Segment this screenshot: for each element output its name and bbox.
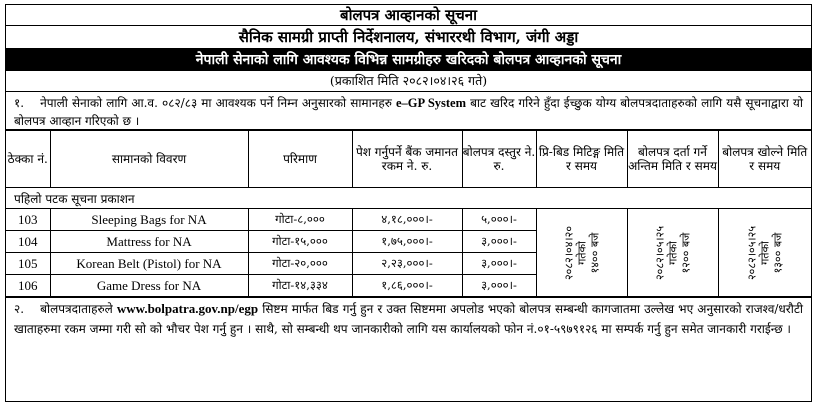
bid-fee: ३,०००।- — [462, 231, 536, 253]
header-submission-deadline: बोलपत्र दर्ता गर्ने अन्तिम मिति र समय — [627, 131, 718, 188]
notice-banner: नेपाली सेनाको लागि आवश्यक विभिन्न सामग्रीहरु खरिदको बोलपत्र आव्हानको सूचना — [6, 49, 811, 71]
bid-fee: ५,०००।- — [462, 209, 536, 231]
opening-time: १३०० बजे — [771, 232, 785, 273]
header-item-description: सामानको विवरण — [50, 131, 248, 188]
submission-date: २०८२।०५।२५ — [653, 225, 666, 280]
bank-guarantee: २,२३,०००।- — [352, 253, 462, 275]
header-prebid-meeting: प्रि-बिड मिटिङ्ग मिति र समय — [536, 131, 627, 188]
paragraph-2-text-before: बोलपत्रदाताहरुले — [40, 302, 113, 316]
prebid-date: २०८२।०४।२० — [562, 225, 575, 280]
item-description: Mattress for NA — [50, 231, 248, 253]
header-contract-no: ठेक्का नं. — [6, 131, 50, 188]
opening-date: २०८२।०५।२५ — [745, 225, 759, 280]
paragraph-1-text-after: बाट खरिद गरिने हुँदा ईच्छुक योग्य बोलपत्रदाताहरुको लागि यसै सूचनाद्वारा यो बोलपत्र आव्हान गरिएको छ । — [14, 96, 803, 128]
item-description: Game Dress for NA — [50, 275, 248, 297]
paragraph-1 — [6, 92, 811, 130]
quantity: गोटा-१४,३३४ — [248, 275, 352, 297]
contract-no: 103 — [6, 209, 50, 231]
submission-time: १२०० बजे — [679, 232, 692, 273]
contract-no: 106 — [6, 275, 50, 297]
quantity: गोटा-१५,००० — [248, 231, 352, 253]
bid-fee: ३,०००।- — [462, 275, 536, 297]
tender-table — [6, 130, 811, 297]
item-description: Korean Belt (Pistol) for NA — [50, 253, 248, 275]
submission-deadline-cell — [627, 209, 718, 297]
item-description: Sleeping Bags for NA — [50, 209, 248, 231]
submission-label: गतेको — [666, 240, 679, 265]
bank-guarantee: ४,१८,०००।- — [352, 209, 462, 231]
header-bank-guarantee: पेश गर्नुपर्ने बैंक जमानत रकम ने. रु. — [352, 131, 462, 188]
contract-no: 105 — [6, 253, 50, 275]
section-row — [6, 188, 811, 209]
notice-title: बोलपत्र आव्हानको सूचना — [6, 5, 811, 26]
paragraph-2-number: २. — [14, 302, 25, 316]
prebid-label: गतेको — [575, 240, 588, 265]
header-bid-fee: बोलपत्र दस्तुर ने. रु. — [462, 131, 536, 188]
egp-system-label: e–GP System — [396, 96, 467, 110]
paragraph-1-text-before: नेपाली सेनाको लागि आ.व. ०८२/८३ मा आवश्यक पर्ने निम्न अनुसारको सामानहरु — [40, 96, 392, 110]
quantity: गोटा-८,००० — [248, 209, 352, 231]
prebid-meeting-cell — [536, 209, 627, 297]
paragraph-2-text-after: सिष्टम मार्फत बिड गर्नु हुन र उक्त सिष्टममा अपलोड भएको बोलपत्र सम्बन्धी कागजातमा उल्लेख भए अनुसारको राजश्व/धरौटी खाताहरुमा रकम जम्मा गरी सो को भौचर पेश गर्नु हुन । साथै, सो सम्बन्धी थप जानकारीको लागि यस कार्यालयको फोन नं.०१-५९७९१२६ मा सम्पर्क गर्नु हुन समेत जानकारी गराईन्छ । — [14, 302, 803, 336]
published-date: (प्रकाशित मिति २०८२।०४।२६ गते) — [6, 71, 811, 92]
quantity: गोटा-२०,००० — [248, 253, 352, 275]
bolpatra-website-link[interactable]: www.bolpatra.gov.np/egp — [116, 301, 259, 316]
tender-notice — [5, 4, 812, 402]
table-row — [6, 209, 811, 231]
paragraph-1-number: १. — [14, 96, 25, 110]
office-name: सैनिक सामग्री प्राप्ती निर्देशनालय, संभाररथी विभाग, जंगी अड्डा — [6, 26, 811, 49]
paragraph-2 — [6, 297, 811, 339]
contract-no: 104 — [6, 231, 50, 253]
header-opening-date: बोलपत्र खोल्ने मिति र समय — [718, 131, 811, 188]
opening-label: गतेको — [758, 240, 772, 265]
bid-fee: ३,०००।- — [462, 253, 536, 275]
section-label: पहिलो पटक सूचना प्रकाशन — [6, 188, 811, 209]
prebid-time: १४०० बजे — [588, 232, 601, 273]
opening-date-cell — [718, 209, 811, 297]
header-quantity: परिमाण — [248, 131, 352, 188]
bank-guarantee: १,८६,०००।- — [352, 275, 462, 297]
bank-guarantee: १,७५,०००।- — [352, 231, 462, 253]
